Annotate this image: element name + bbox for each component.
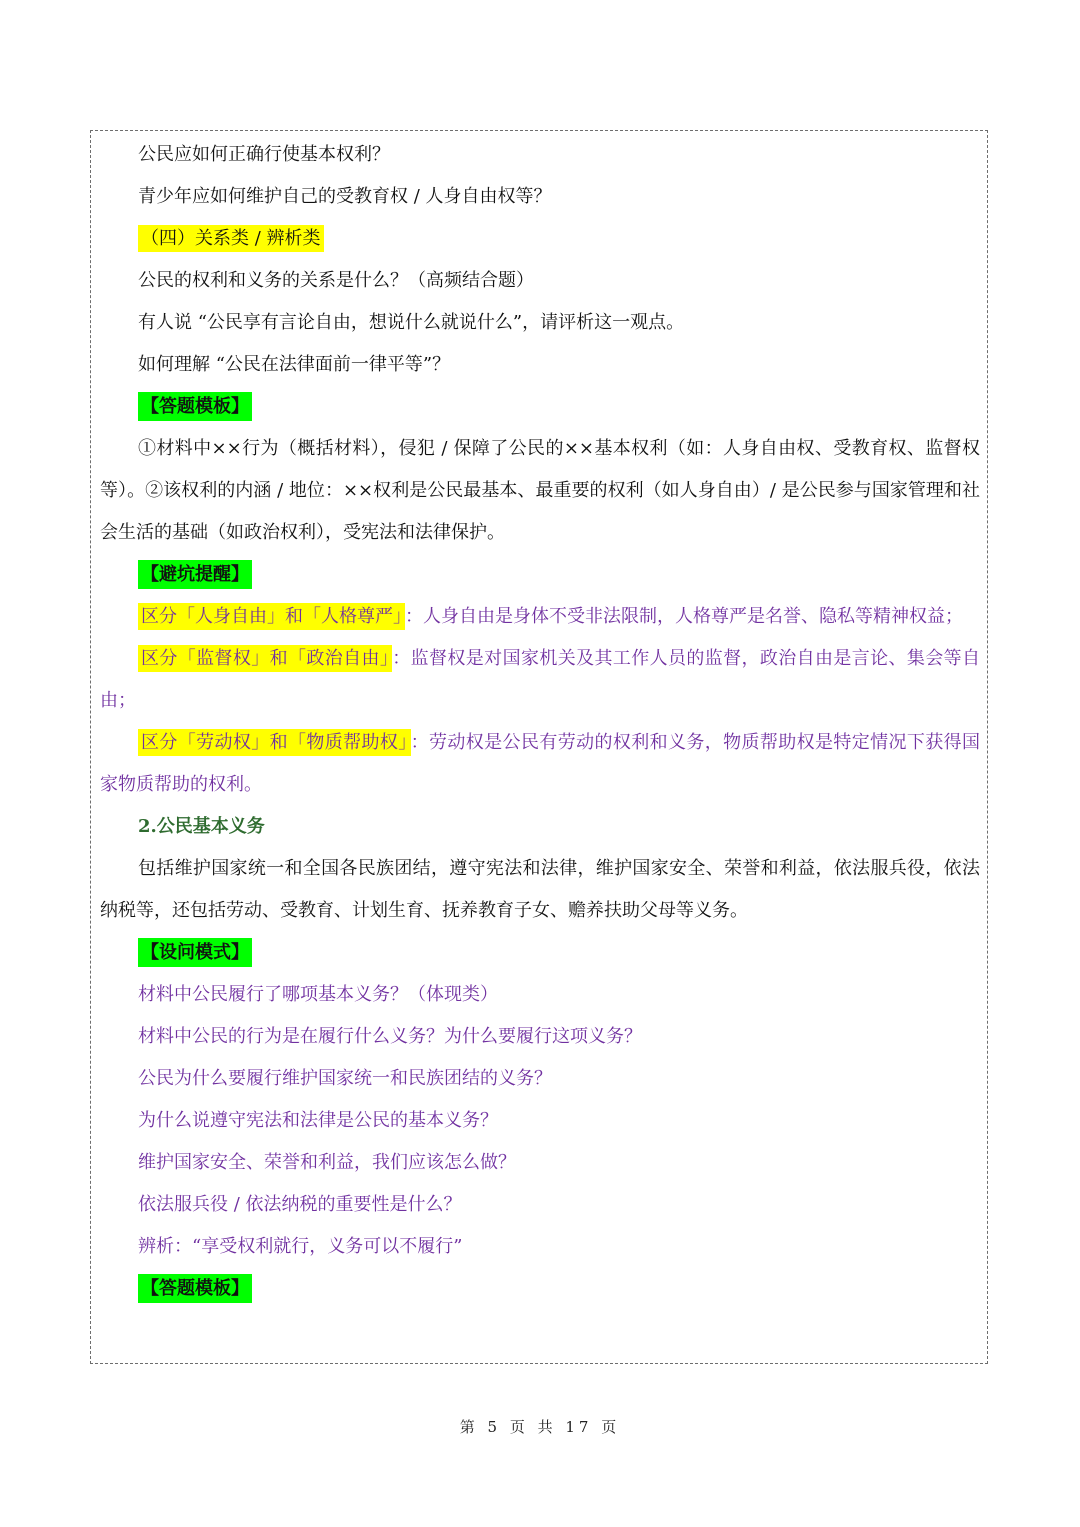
question-line: 如何理解 “公民在法律面前一律平等”？: [138, 354, 451, 375]
duty-question: 为什么说遵守宪法和法律是公民的基本义务？: [138, 1110, 498, 1131]
section-heading-duties: 2.公民基本义务: [138, 816, 265, 837]
tag-line: [100, 554, 980, 596]
question-mode-tag: 【设问模式】: [138, 938, 252, 967]
answer-template-tag: 【答题模板】: [138, 392, 252, 421]
pitfall-text: ：监督权是对国家机关及其工作人员的监督，政治自由是言论、集会等自由；: [100, 648, 981, 711]
duty-question: 辨析：“享受权利就行，义务可以不履行”: [138, 1236, 463, 1257]
duty-question: 材料中公民履行了哪项基本义务？（体现类）: [138, 984, 498, 1005]
tag-line: [100, 1268, 980, 1310]
question-line: 有人说 “公民享有言论自由，想说什么就说什么”，请评析这一观点。: [138, 312, 685, 333]
question-line: 公民的权利和义务的关系是什么？（高频结合题）: [138, 270, 534, 291]
question-line: 公民应如何正确行使基本权利？: [138, 144, 390, 165]
duty-question: 依法服兵役 / 依法纳税的重要性是什么？: [138, 1194, 462, 1215]
duty-question: 维护国家安全、荣誉和利益，我们应该怎么做？: [138, 1152, 516, 1173]
pitfall-text: ：人身自由是身体不受非法限制，人格尊严是名誉、隐私等精神权益；: [405, 606, 963, 627]
tag-line: [100, 932, 980, 974]
duty-paragraph: 包括维护国家统一和全国各民族团结，遵守宪法和法律，维护国家安全、荣誉和利益，依法服兵役，依法纳税等，还包括劳动、受教育、计划生育、抚养教育子女、赡养扶助父母等义务。: [100, 858, 980, 921]
pitfall-label: 区分「监督权」和「政治自由」: [138, 645, 392, 672]
answer-paragraph: ①材料中××行为（概括材料），侵犯 / 保障了公民的××基本权利（如：人身自由权、受教育权、监督权等）。②该权利的内涵 / 地位：××权利是公民最基本、最重要的权利（如人身自由）/ 是公民参与国家管理和社会生活的基础（如政治权利），受宪法和法律保护。: [100, 438, 980, 543]
question-line: 青少年应如何维护自己的受教育权 / 人身自由权等？: [138, 186, 552, 207]
pitfall-item: [100, 596, 980, 638]
pitfall-label: 区分「劳动权」和「物质帮助权」: [138, 729, 411, 756]
section-heading: [100, 218, 980, 260]
pitfall-label: 区分「人身自由」和「人格尊严」: [138, 603, 405, 630]
pitfall-text: ：劳动权是公民有劳动的权利和义务，物质帮助权是特定情况下获得国家物质帮助的权利。: [100, 732, 981, 795]
pitfall-tag: 【避坑提醒】: [138, 560, 252, 589]
tag-line: [100, 386, 980, 428]
answer-template-tag: 【答题模板】: [138, 1274, 252, 1303]
pitfall-item: [100, 638, 980, 722]
duty-question: 公民为什么要履行维护国家统一和民族团结的义务？: [138, 1068, 552, 1089]
duty-question: 材料中公民的行为是在履行什么义务？为什么要履行这项义务？: [138, 1026, 642, 1047]
section-label: （四）关系类 / 辨析类: [138, 225, 324, 252]
page-content: [100, 134, 980, 1310]
page-footer: 第 5 页 共 17 页: [459, 1418, 621, 1436]
pitfall-item: [100, 722, 980, 806]
